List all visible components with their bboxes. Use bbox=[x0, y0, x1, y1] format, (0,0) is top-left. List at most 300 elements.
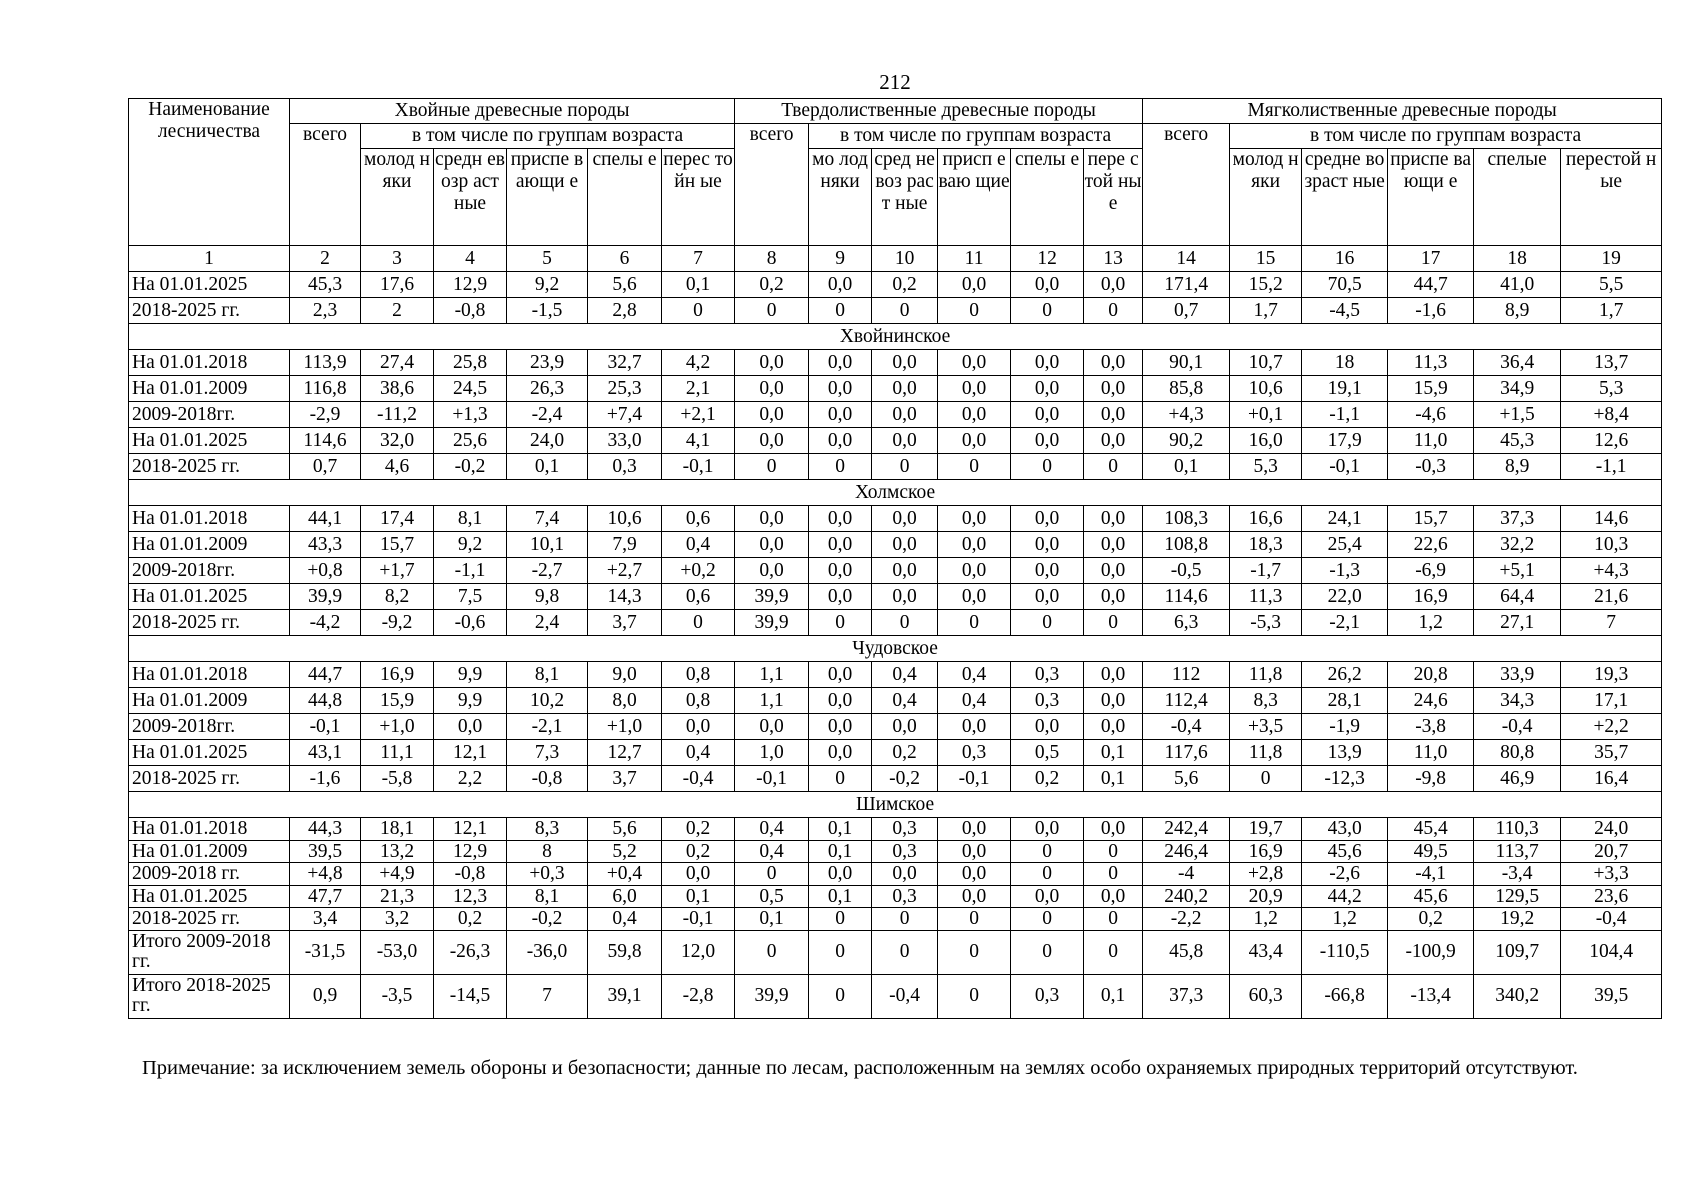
table-cell: 0,5 bbox=[1011, 740, 1084, 766]
table-row bbox=[129, 298, 1662, 324]
column-number: 11 bbox=[938, 246, 1011, 272]
table-cell: 44,1 bbox=[290, 506, 361, 532]
table-cell: 0,1 bbox=[809, 840, 872, 863]
table-cell: 45,6 bbox=[1388, 885, 1474, 908]
table-cell: 20,8 bbox=[1388, 662, 1474, 688]
hardwood-age-group-1: мо лод няки bbox=[809, 149, 872, 246]
table-cell: 0,0 bbox=[938, 840, 1011, 863]
table-cell: 0,0 bbox=[809, 532, 872, 558]
table-cell: 60,3 bbox=[1230, 974, 1302, 1018]
table-cell: -1,1 bbox=[434, 558, 507, 584]
column-number: 7 bbox=[662, 246, 735, 272]
row-label: 2018-2025 гг. bbox=[129, 610, 290, 636]
table-cell: -2,4 bbox=[507, 402, 588, 428]
row-label: 2018-2025 гг. bbox=[129, 454, 290, 480]
table-cell: 12,9 bbox=[434, 272, 507, 298]
table-cell: 0,0 bbox=[1084, 272, 1143, 298]
table-cell: 0,0 bbox=[735, 506, 809, 532]
table-cell: -0,2 bbox=[872, 766, 938, 792]
table-cell: -31,5 bbox=[290, 930, 361, 974]
table-cell: 0,6 bbox=[662, 584, 735, 610]
table-cell: 0 bbox=[872, 908, 938, 931]
conifer-age-group-5: перес тойн ые bbox=[662, 149, 735, 246]
table-cell: +4,8 bbox=[290, 863, 361, 886]
table-cell: 0,0 bbox=[809, 662, 872, 688]
table-cell: 0,7 bbox=[290, 454, 361, 480]
table-cell: 12,9 bbox=[434, 840, 507, 863]
table-cell: 0,0 bbox=[1011, 402, 1084, 428]
table-cell: 15,9 bbox=[1388, 376, 1474, 402]
table-cell: 0,0 bbox=[1084, 714, 1143, 740]
table-cell: 13,7 bbox=[1561, 350, 1662, 376]
table-cell: 18 bbox=[1302, 350, 1388, 376]
table-cell: 0,2 bbox=[1388, 908, 1474, 931]
table-cell: 0 bbox=[735, 454, 809, 480]
table-cell: 0,2 bbox=[662, 818, 735, 841]
table-cell: 0,0 bbox=[938, 818, 1011, 841]
table-cell: 9,2 bbox=[507, 272, 588, 298]
table-cell: 0,0 bbox=[938, 584, 1011, 610]
table-cell: 19,1 bbox=[1302, 376, 1388, 402]
row-label: На 01.01.2025 bbox=[129, 885, 290, 908]
table-cell: 0 bbox=[872, 298, 938, 324]
table-cell: 12,1 bbox=[434, 818, 507, 841]
table-cell: 0,2 bbox=[872, 272, 938, 298]
table-cell: 8,1 bbox=[434, 506, 507, 532]
table-cell: -4,1 bbox=[1388, 863, 1474, 886]
table-cell: 10,7 bbox=[1230, 350, 1302, 376]
column-number: 18 bbox=[1474, 246, 1561, 272]
section-title: Чудовское bbox=[129, 636, 1662, 662]
table-cell: 0,4 bbox=[735, 818, 809, 841]
table-cell: +2,7 bbox=[588, 558, 662, 584]
table-cell: 45,3 bbox=[1474, 428, 1561, 454]
table-cell: 10,1 bbox=[507, 532, 588, 558]
row-label: Итого 2009-2018 гг. bbox=[129, 930, 290, 974]
table-cell: 35,7 bbox=[1561, 740, 1662, 766]
table-cell: 0,0 bbox=[434, 714, 507, 740]
column-number: 2 bbox=[290, 246, 361, 272]
table-cell: -1,6 bbox=[1388, 298, 1474, 324]
table-cell: 7,3 bbox=[507, 740, 588, 766]
table-cell: 25,4 bbox=[1302, 532, 1388, 558]
table-cell: 1,2 bbox=[1230, 908, 1302, 931]
conifer-age-group-2: средн евозр аст ные bbox=[434, 149, 507, 246]
table-cell: 0 bbox=[662, 610, 735, 636]
table-cell: 0,0 bbox=[735, 558, 809, 584]
row-label: На 01.01.2025 bbox=[129, 272, 290, 298]
table-cell: 0 bbox=[938, 298, 1011, 324]
table-row bbox=[129, 376, 1662, 402]
table-cell: +1,5 bbox=[1474, 402, 1561, 428]
table-cell: -4,5 bbox=[1302, 298, 1388, 324]
table-cell: 3,2 bbox=[361, 908, 434, 931]
table-cell: +5,1 bbox=[1474, 558, 1561, 584]
table-cell: -100,9 bbox=[1388, 930, 1474, 974]
table-cell: 2 bbox=[361, 298, 434, 324]
table-cell: 0,0 bbox=[938, 532, 1011, 558]
table-cell: 19,3 bbox=[1561, 662, 1662, 688]
table-cell: 0 bbox=[1084, 863, 1143, 886]
table-cell: 0 bbox=[938, 974, 1011, 1018]
table-cell: 3,7 bbox=[588, 766, 662, 792]
table-row bbox=[129, 930, 1662, 974]
table-cell: 59,8 bbox=[588, 930, 662, 974]
conifer-age-group-4: спелы е bbox=[588, 149, 662, 246]
table-cell: 0,0 bbox=[809, 428, 872, 454]
table-cell: 11,8 bbox=[1230, 740, 1302, 766]
softwood-age-group-1: молод няки bbox=[1230, 149, 1302, 246]
table-cell: 8,0 bbox=[588, 688, 662, 714]
table-cell: 45,8 bbox=[1143, 930, 1230, 974]
table-cell: 0,0 bbox=[809, 558, 872, 584]
table-cell: 6,3 bbox=[1143, 610, 1230, 636]
table-cell: 0,3 bbox=[938, 740, 1011, 766]
table-cell: 11,3 bbox=[1230, 584, 1302, 610]
table-cell: 0,0 bbox=[938, 506, 1011, 532]
table-cell: 0 bbox=[1230, 766, 1302, 792]
table-cell: 1,7 bbox=[1561, 298, 1662, 324]
table-cell: 0 bbox=[938, 908, 1011, 931]
table-cell: 0,3 bbox=[588, 454, 662, 480]
table-row bbox=[129, 662, 1662, 688]
column-number: 12 bbox=[1011, 246, 1084, 272]
hardwood-age-group-2: сред невоз раст ные bbox=[872, 149, 938, 246]
table-cell: -0,5 bbox=[1143, 558, 1230, 584]
table-cell: -0,1 bbox=[662, 908, 735, 931]
table-cell: 32,0 bbox=[361, 428, 434, 454]
table-cell: 0,0 bbox=[872, 350, 938, 376]
row-label: 2009-2018гг. bbox=[129, 714, 290, 740]
table-cell: 7 bbox=[507, 974, 588, 1018]
table-cell: 0,0 bbox=[1011, 350, 1084, 376]
table-cell: 0,7 bbox=[1143, 298, 1230, 324]
table-cell: 34,9 bbox=[1474, 376, 1561, 402]
table-cell: 11,0 bbox=[1388, 740, 1474, 766]
row-label: На 01.01.2025 bbox=[129, 428, 290, 454]
table-row bbox=[129, 885, 1662, 908]
table-cell: 114,6 bbox=[290, 428, 361, 454]
column-number: 8 bbox=[735, 246, 809, 272]
table-cell: 0,0 bbox=[809, 714, 872, 740]
column-number: 16 bbox=[1302, 246, 1388, 272]
table-cell: +2,8 bbox=[1230, 863, 1302, 886]
table-cell: -2,1 bbox=[1302, 610, 1388, 636]
table-cell: +4,3 bbox=[1561, 558, 1662, 584]
table-cell: 0,0 bbox=[1011, 428, 1084, 454]
table-cell: 8,2 bbox=[361, 584, 434, 610]
table-cell: 1,7 bbox=[1230, 298, 1302, 324]
table-cell: 43,3 bbox=[290, 532, 361, 558]
table-cell: -110,5 bbox=[1302, 930, 1388, 974]
table-cell: 116,8 bbox=[290, 376, 361, 402]
table-cell: 0,8 bbox=[662, 688, 735, 714]
table-cell: 5,3 bbox=[1230, 454, 1302, 480]
table-cell: 11,0 bbox=[1388, 428, 1474, 454]
table-cell: -0,1 bbox=[1302, 454, 1388, 480]
column-number: 17 bbox=[1388, 246, 1474, 272]
table-cell: +3,5 bbox=[1230, 714, 1302, 740]
table-cell: 2,3 bbox=[290, 298, 361, 324]
row-label: 2018-2025 гг. bbox=[129, 908, 290, 931]
row-label: На 01.01.2009 bbox=[129, 532, 290, 558]
table-cell: 33,0 bbox=[588, 428, 662, 454]
table-cell: 18,3 bbox=[1230, 532, 1302, 558]
table-cell: 80,8 bbox=[1474, 740, 1561, 766]
table-cell: 85,8 bbox=[1143, 376, 1230, 402]
table-cell: 15,7 bbox=[1388, 506, 1474, 532]
header-hardwood-total: всего bbox=[735, 124, 809, 246]
table-cell: +0,2 bbox=[662, 558, 735, 584]
table-row bbox=[129, 863, 1662, 886]
row-label: 2009-2018гг. bbox=[129, 402, 290, 428]
table-cell: 27,1 bbox=[1474, 610, 1561, 636]
table-cell: 0,4 bbox=[872, 662, 938, 688]
table-cell: 0,0 bbox=[938, 350, 1011, 376]
table-cell: 32,2 bbox=[1474, 532, 1561, 558]
table-cell: 0,0 bbox=[938, 885, 1011, 908]
table-cell: +1,0 bbox=[588, 714, 662, 740]
table-cell: -14,5 bbox=[434, 974, 507, 1018]
column-number: 6 bbox=[588, 246, 662, 272]
table-cell: 43,4 bbox=[1230, 930, 1302, 974]
row-label: На 01.01.2009 bbox=[129, 840, 290, 863]
table-cell: 37,3 bbox=[1474, 506, 1561, 532]
table-cell: 0,3 bbox=[1011, 974, 1084, 1018]
row-label: На 01.01.2018 bbox=[129, 506, 290, 532]
table-cell: 13,9 bbox=[1302, 740, 1388, 766]
table-cell: 0,0 bbox=[1084, 350, 1143, 376]
section-header-row bbox=[129, 324, 1662, 350]
table-cell: 2,2 bbox=[434, 766, 507, 792]
header-conifer: Хвойные древесные породы bbox=[290, 99, 735, 124]
table-cell: 0,0 bbox=[735, 376, 809, 402]
table-cell: 0,0 bbox=[1011, 558, 1084, 584]
table-cell: 5,5 bbox=[1561, 272, 1662, 298]
table-cell: -9,8 bbox=[1388, 766, 1474, 792]
table-cell: 7,9 bbox=[588, 532, 662, 558]
table-row bbox=[129, 350, 1662, 376]
table-cell: 0 bbox=[1011, 840, 1084, 863]
table-row bbox=[129, 610, 1662, 636]
table-cell: -4 bbox=[1143, 863, 1230, 886]
table-cell: -66,8 bbox=[1302, 974, 1388, 1018]
table-cell: 0,4 bbox=[662, 532, 735, 558]
table-cell: 12,3 bbox=[434, 885, 507, 908]
table-footnote: Примечание: за исключением земель обороны и безопасности; данные по лесам, расположенным на землях особо охраняемых природных территорий отсутствуют. bbox=[142, 1057, 1578, 1079]
table-cell: 36,4 bbox=[1474, 350, 1561, 376]
table-cell: 0,0 bbox=[809, 376, 872, 402]
table-cell: 0 bbox=[735, 930, 809, 974]
table-cell: -0,8 bbox=[434, 863, 507, 886]
table-cell: 32,7 bbox=[588, 350, 662, 376]
table-cell: 44,2 bbox=[1302, 885, 1388, 908]
table-cell: 15,9 bbox=[361, 688, 434, 714]
table-cell: 0,0 bbox=[1011, 376, 1084, 402]
row-label: 2009-2018гг. bbox=[129, 558, 290, 584]
table-row bbox=[129, 506, 1662, 532]
table-cell: 108,3 bbox=[1143, 506, 1230, 532]
table-cell: 0,1 bbox=[507, 454, 588, 480]
table-cell: 0,1 bbox=[1084, 766, 1143, 792]
table-cell: -0,1 bbox=[662, 454, 735, 480]
table-cell: 39,9 bbox=[735, 974, 809, 1018]
table-cell: 8,3 bbox=[1230, 688, 1302, 714]
table-row bbox=[129, 558, 1662, 584]
table-cell: 44,8 bbox=[290, 688, 361, 714]
table-cell: 0,0 bbox=[872, 532, 938, 558]
table-cell: 20,7 bbox=[1561, 840, 1662, 863]
row-label: Итого 2018-2025 гг. bbox=[129, 974, 290, 1018]
table-cell: -3,5 bbox=[361, 974, 434, 1018]
table-cell: 24,5 bbox=[434, 376, 507, 402]
table-cell: 113,7 bbox=[1474, 840, 1561, 863]
table-cell: 0 bbox=[735, 863, 809, 886]
table-cell: 11,1 bbox=[361, 740, 434, 766]
table-cell: 0,3 bbox=[872, 818, 938, 841]
table-cell: 108,8 bbox=[1143, 532, 1230, 558]
table-cell: 5,6 bbox=[588, 272, 662, 298]
column-number: 15 bbox=[1230, 246, 1302, 272]
table-cell: 0,3 bbox=[1011, 688, 1084, 714]
table-cell: 39,1 bbox=[588, 974, 662, 1018]
hardwood-age-group-4: спелы е bbox=[1011, 149, 1084, 246]
table-cell: +0,3 bbox=[507, 863, 588, 886]
table-cell: 4,6 bbox=[361, 454, 434, 480]
table-cell: 8,9 bbox=[1474, 298, 1561, 324]
table-cell: 44,7 bbox=[290, 662, 361, 688]
table-cell: 0,0 bbox=[809, 740, 872, 766]
table-cell: -11,2 bbox=[361, 402, 434, 428]
table-cell: 8,9 bbox=[1474, 454, 1561, 480]
table-cell: -1,5 bbox=[507, 298, 588, 324]
table-cell: -1,3 bbox=[1302, 558, 1388, 584]
table-cell: +0,4 bbox=[588, 863, 662, 886]
table-cell: 0,0 bbox=[809, 272, 872, 298]
table-cell: 0,4 bbox=[662, 740, 735, 766]
table-cell: 5,6 bbox=[588, 818, 662, 841]
table-cell: 0 bbox=[809, 454, 872, 480]
column-number: 19 bbox=[1561, 246, 1662, 272]
table-cell: 0,8 bbox=[662, 662, 735, 688]
table-row bbox=[129, 688, 1662, 714]
table-cell: 7,4 bbox=[507, 506, 588, 532]
table-cell: 24,1 bbox=[1302, 506, 1388, 532]
table-cell: 0,0 bbox=[872, 714, 938, 740]
table-cell: 0,4 bbox=[938, 662, 1011, 688]
table-cell: 12,6 bbox=[1561, 428, 1662, 454]
table-cell: 2,1 bbox=[662, 376, 735, 402]
table-cell: 24,0 bbox=[1561, 818, 1662, 841]
table-cell: 0,0 bbox=[1084, 532, 1143, 558]
table-cell: -5,3 bbox=[1230, 610, 1302, 636]
table-cell: 0 bbox=[809, 610, 872, 636]
table-cell: 0,1 bbox=[1084, 974, 1143, 1018]
table-cell: 39,9 bbox=[290, 584, 361, 610]
table-cell: 12,7 bbox=[588, 740, 662, 766]
table-cell: -5,8 bbox=[361, 766, 434, 792]
table-cell: 0,0 bbox=[1084, 688, 1143, 714]
table-cell: 17,1 bbox=[1561, 688, 1662, 714]
softwood-age-group-3: приспе вающи е bbox=[1388, 149, 1474, 246]
table-cell: 25,6 bbox=[434, 428, 507, 454]
table-cell: 10,6 bbox=[1230, 376, 1302, 402]
column-number: 3 bbox=[361, 246, 434, 272]
table-cell: 0,3 bbox=[872, 885, 938, 908]
table-cell: 0,3 bbox=[872, 840, 938, 863]
conifer-age-group-3: приспе вающи е bbox=[507, 149, 588, 246]
header-hardwood: Твердолиственные древесные породы bbox=[735, 99, 1143, 124]
table-cell: +1,7 bbox=[361, 558, 434, 584]
table-cell: 6,0 bbox=[588, 885, 662, 908]
table-cell: 0 bbox=[1011, 610, 1084, 636]
table-cell: 0,4 bbox=[588, 908, 662, 931]
table-cell: 0,0 bbox=[1084, 818, 1143, 841]
table-cell: 0 bbox=[872, 454, 938, 480]
table-cell: 0,5 bbox=[735, 885, 809, 908]
column-number: 5 bbox=[507, 246, 588, 272]
header-hardwood-by-age: в том числе по группам возраста bbox=[809, 124, 1143, 149]
table-cell: 12,1 bbox=[434, 740, 507, 766]
row-label: На 01.01.2018 bbox=[129, 350, 290, 376]
table-cell: 242,4 bbox=[1143, 818, 1230, 841]
table-row bbox=[129, 766, 1662, 792]
section-header-row bbox=[129, 792, 1662, 818]
table-cell: 5,2 bbox=[588, 840, 662, 863]
table-row bbox=[129, 428, 1662, 454]
table-cell: -53,0 bbox=[361, 930, 434, 974]
table-cell: 9,9 bbox=[434, 688, 507, 714]
table-cell: 1,0 bbox=[735, 740, 809, 766]
table-cell: 43,0 bbox=[1302, 818, 1388, 841]
row-label: 2018-2025 гг. bbox=[129, 766, 290, 792]
table-cell: 18,1 bbox=[361, 818, 434, 841]
table-cell: 0,0 bbox=[1084, 662, 1143, 688]
table-cell: 0,2 bbox=[872, 740, 938, 766]
table-cell: 0,0 bbox=[938, 714, 1011, 740]
table-cell: 110,3 bbox=[1474, 818, 1561, 841]
table-cell: 0,1 bbox=[662, 272, 735, 298]
table-cell: -9,2 bbox=[361, 610, 434, 636]
table-cell: +1,0 bbox=[361, 714, 434, 740]
table-cell: 1,2 bbox=[1388, 610, 1474, 636]
table-cell: 39,9 bbox=[735, 584, 809, 610]
table-cell: +0,1 bbox=[1230, 402, 1302, 428]
table-cell: 25,3 bbox=[588, 376, 662, 402]
table-cell: 10,2 bbox=[507, 688, 588, 714]
table-cell: 9,2 bbox=[434, 532, 507, 558]
table-cell: -6,9 bbox=[1388, 558, 1474, 584]
table-row bbox=[129, 714, 1662, 740]
table-cell: 0 bbox=[938, 610, 1011, 636]
table-cell: 0 bbox=[1084, 840, 1143, 863]
table-row bbox=[129, 740, 1662, 766]
table-cell: 0 bbox=[938, 930, 1011, 974]
table-cell: -13,4 bbox=[1388, 974, 1474, 1018]
table-cell: 0 bbox=[1084, 454, 1143, 480]
table-cell: 0,0 bbox=[809, 584, 872, 610]
table-cell: 0,0 bbox=[735, 714, 809, 740]
table-cell: 0,0 bbox=[662, 863, 735, 886]
table-cell: 0 bbox=[1084, 908, 1143, 931]
table-cell: -0,4 bbox=[1474, 714, 1561, 740]
hardwood-age-group-3: присп еваю щие bbox=[938, 149, 1011, 246]
table-cell: 0,0 bbox=[938, 558, 1011, 584]
table-cell: 0,0 bbox=[1084, 402, 1143, 428]
table-cell: 25,8 bbox=[434, 350, 507, 376]
table-cell: -4,6 bbox=[1388, 402, 1474, 428]
table-cell: 0,0 bbox=[872, 863, 938, 886]
